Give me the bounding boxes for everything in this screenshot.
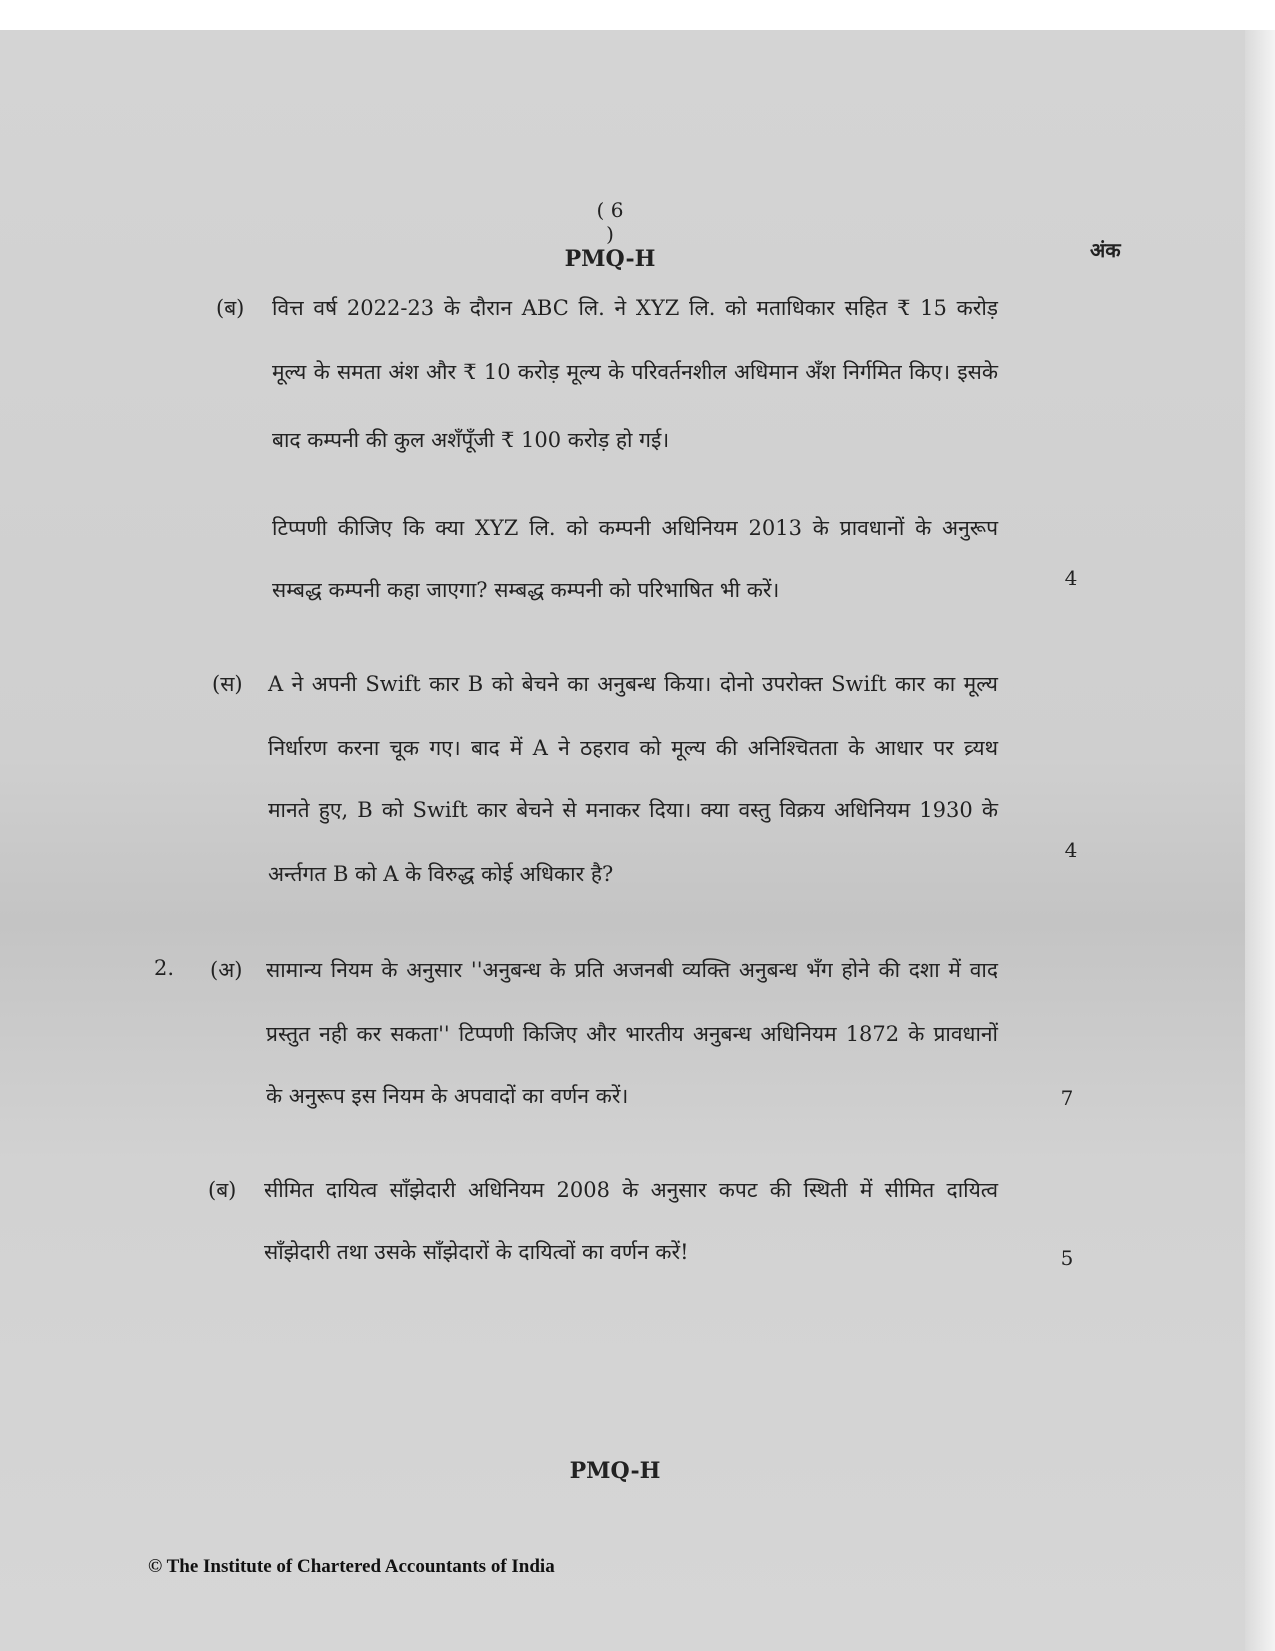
page-edge bbox=[1245, 30, 1275, 1651]
question-line: सम्बद्ध कम्पनी कहा जाएगा? सम्बद्ध कम्पनी को परिभाषित भी करें। bbox=[272, 578, 780, 602]
question-line: टिप्पणी कीजिए कि क्या XYZ लि. को कम्पनी अधिनियम 2013 के प्रावधानों के अनुरूप bbox=[272, 516, 998, 540]
question-line: वित्त वर्ष 2022-23 के दौरान ABC लि. ने XYZ लि. को मताधिकार सहित ₹ 15 करोड़ bbox=[272, 296, 998, 320]
question-label: (ब) bbox=[208, 1178, 237, 1202]
question-line: साँझेदारी तथा उसके साँझेदारों के दायित्वों का वर्णन करें! bbox=[264, 1240, 689, 1264]
question-label: (ब) bbox=[216, 296, 245, 320]
marks-value: 7 bbox=[1060, 1086, 1074, 1110]
question-line: A ने अपनी Swift कार B को बेचने का अनुबन्ध किया। दोनो उपरोक्त Swift कार का मूल्य bbox=[268, 672, 998, 696]
question-line: प्रस्तुत नही कर सकता'' टिप्पणी किजिए और भारतीय अनुबन्ध अधिनियम 1872 के प्रावधानों bbox=[266, 1022, 998, 1046]
page-number: ( 6 ) bbox=[596, 198, 624, 246]
question-number: 2. bbox=[154, 956, 175, 980]
question-label: (स) bbox=[212, 672, 243, 696]
question-line: के अनुरूप इस नियम के अपवादों का वर्णन करें। bbox=[266, 1084, 629, 1108]
paper-code-header: PMQ-H bbox=[564, 246, 656, 272]
question-line: मानते हुए, B को Swift कार बेचने से मनाकर दिया। क्या वस्तु विक्रय अधिनियम 1930 के bbox=[268, 798, 998, 822]
marks-column-heading: अंक bbox=[1090, 238, 1121, 262]
question-label: (अ) bbox=[210, 958, 243, 982]
paper-code-footer: PMQ-H bbox=[569, 1458, 661, 1484]
marks-value: 5 bbox=[1060, 1246, 1074, 1270]
question-line: निर्धारण करना चूक गए। बाद में A ने ठहराव को मूल्य की अनिश्चितता के आधार पर व्र्यथ bbox=[268, 736, 998, 760]
question-line: अर्न्तगत B को A के विरुद्ध कोई अधिकार है? bbox=[268, 862, 614, 886]
question-line: सामान्य नियम के अनुसार ''अनुबन्ध के प्रति अजनबी व्यक्ति अनुबन्ध भँग होने की दशा में वाद bbox=[266, 958, 998, 982]
marks-value: 4 bbox=[1064, 838, 1078, 862]
copyright-notice: © The Institute of Chartered Accountants of India bbox=[148, 1556, 555, 1577]
question-line: मूल्य के समता अंश और ₹ 10 करोड़ मूल्य के परिवर्तनशील अधिमान अँश निर्गमित किए। इसके bbox=[272, 360, 998, 384]
question-line: बाद कम्पनी की कुल अशँपूँजी ₹ 100 करोड़ हो गई। bbox=[272, 428, 670, 452]
marks-value: 4 bbox=[1064, 566, 1078, 590]
question-line: सीमित दायित्व साँझेदारी अधिनियम 2008 के अनुसार कपट की स्थिती में सीमित दायित्व bbox=[264, 1178, 998, 1202]
